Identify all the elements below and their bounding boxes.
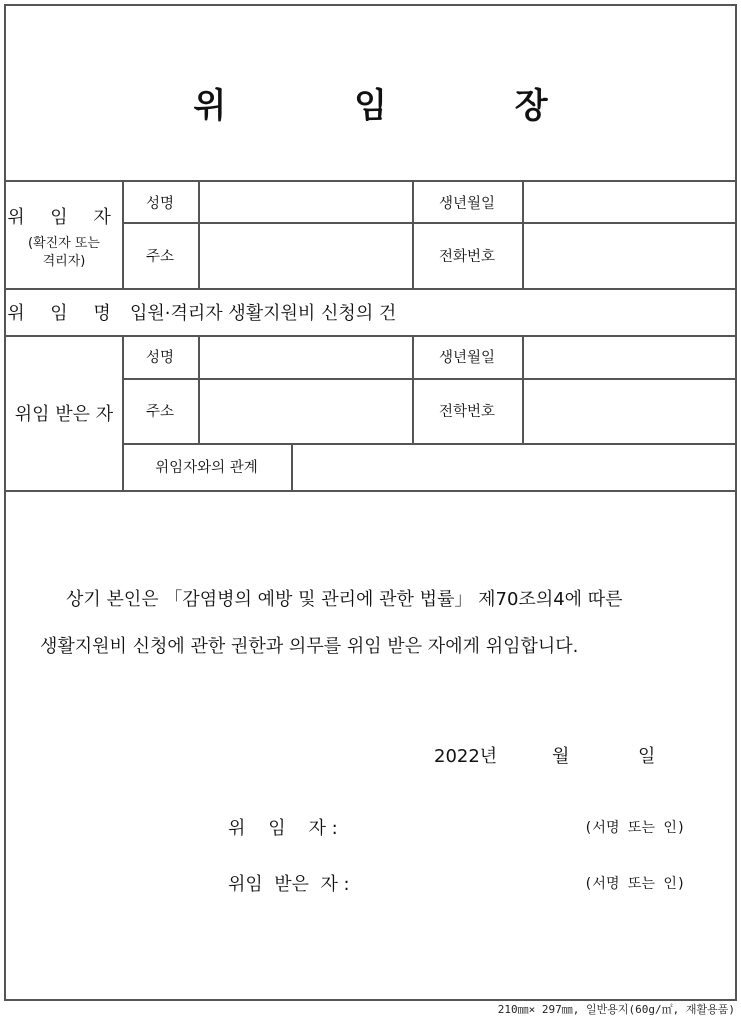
sign-delegate-label: 위임 받은 자 : <box>228 874 350 895</box>
delegate-birth-field[interactable] <box>522 335 735 378</box>
delegation-name-value: 입원·격리자 생활지원비 신청의 건 <box>130 302 397 324</box>
body-line-2: 생활지원비 신청에 관한 권한과 의무를 위임 받은 자에게 위임합니다. <box>40 636 579 657</box>
delegator-label-cell <box>6 182 122 288</box>
delegate-phone-field[interactable] <box>522 378 735 443</box>
date-month: 월 <box>552 746 570 767</box>
delegate-name-field[interactable] <box>198 335 412 378</box>
date-year: 2022년 <box>434 746 498 767</box>
document-frame <box>4 4 737 1001</box>
delegate-relation-label: 위임자와의 관계 <box>155 460 258 476</box>
date-day: 일 <box>638 746 656 767</box>
title-section <box>6 6 735 182</box>
delegator-phone-field[interactable] <box>522 222 735 288</box>
sign-delegate-note: (서명 또는 인) <box>584 876 686 892</box>
sign-delegator-label: 위 임 자 : <box>228 818 338 839</box>
delegator-name-field[interactable] <box>198 182 412 222</box>
document-title: 위 임 장 <box>193 86 606 126</box>
delegate-phone-label: 전학번호 <box>438 404 496 420</box>
delegate-label: 위임 받은 자 <box>14 403 114 425</box>
delegator-label: 위 임 자 <box>7 207 121 228</box>
delegate-address-field[interactable] <box>198 378 412 443</box>
delegator-name-label: 성명 <box>145 195 174 212</box>
delegate-birth-label: 생년월일 <box>438 350 496 366</box>
delegation-name-label: 위 임 명 <box>7 302 121 324</box>
sign-delegator-note: (서명 또는 인) <box>584 820 686 836</box>
delegator-phone-label: 전화번호 <box>438 248 496 265</box>
delegator-birth-field[interactable] <box>522 182 735 222</box>
paper-spec-footer: 210㎜× 297㎜, 일반용지(60g/㎡, 재활용품) <box>497 1003 735 1016</box>
delegator-address-label: 주소 <box>145 248 174 265</box>
delegator-birth-label: 생년월일 <box>438 195 496 212</box>
delegator-address-field[interactable] <box>198 222 412 288</box>
body-line-1: 상기 본인은 「감염병의 예방 및 관리에 관한 법률」 제70조의4에 따른 <box>66 589 623 610</box>
delegate-name-label: 성명 <box>145 350 174 366</box>
delegator-sublabel: (확진자 또는 격리자) <box>28 236 100 269</box>
delegate-relation-field[interactable] <box>291 443 735 490</box>
delegate-address-label: 주소 <box>145 404 174 420</box>
